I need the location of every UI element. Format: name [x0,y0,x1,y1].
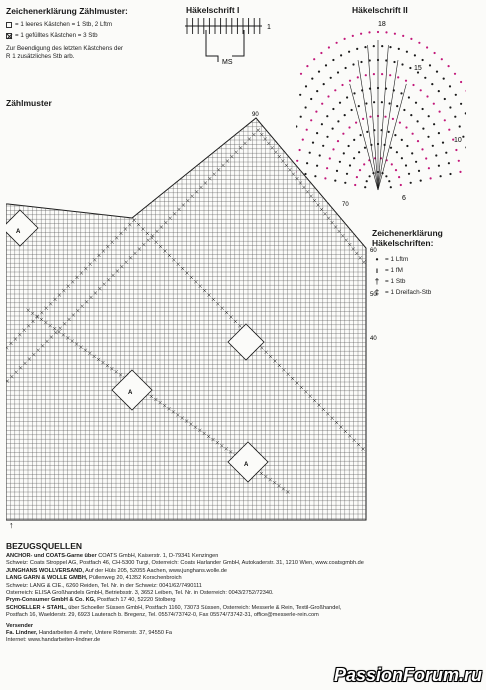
symbol-legend-title-2: Häkelschriften: [372,238,434,248]
hs2-stitch [438,90,440,92]
legend-note-1: Zur Beendigung des letzten Kästchens der [6,45,123,52]
hs2-stitch [460,103,462,105]
hs2-stitch [415,102,417,104]
hs2-stitch [377,31,379,33]
hs2-stitch [360,33,362,35]
hs2-stitch [428,167,430,169]
hs2-stitch [406,51,408,53]
hs2-stitch [438,132,440,134]
hs2-stitch [365,74,367,76]
hs1-label-1: 1 [267,24,271,31]
hs2-stitch [381,73,383,75]
source-line-text: Auf der Hüls 205, 52055 Aachen, www.junghans.wolle.de [83,567,227,574]
hs2-stitch [395,169,397,171]
count-row-50: 50 [370,292,377,298]
source-line-text: COATS GmbH, Kaiserstr. 1, D-79341 Kenzingen [96,553,219,559]
hs2-stitch [420,180,422,182]
source-line [6,590,482,597]
hs2-stitch [349,80,351,82]
hs2-stitch [401,139,403,141]
hs2-stitch [439,111,441,113]
hs2-row-15: 15 [414,65,422,72]
hs2-stitch [320,52,322,54]
source-line-bold: Fa. Lindner, [6,630,38,637]
hs2-stitch [410,182,412,184]
hs2-stitch [462,136,464,138]
hs2-stitch [455,94,457,96]
hs2-stitch [328,46,330,48]
hs2-stitch [424,77,426,79]
hs2-stitch [384,116,386,118]
sources-lines [6,553,482,620]
hs2-stitch [394,33,396,35]
hs2-stitch [299,94,301,96]
hs2-stitch [323,83,325,85]
symbol-legend [372,228,443,298]
hs2-stitch [466,90,467,92]
hs2-stitch [345,67,347,69]
hs2-stitch [318,71,320,73]
hs2-stitch [396,105,398,107]
hs2-stitch [406,145,408,147]
count-row-70: 70 [342,202,349,208]
hs2-stitch [348,51,350,53]
hs2-stitch [330,77,332,79]
hs2-stitch [422,59,424,61]
hs2-stitch [418,170,420,172]
hs2-stitch [356,48,358,50]
hs2-stitch [429,64,431,66]
hs2-stitch [449,85,451,87]
hs2-stitch [399,122,401,124]
source-line-text: Schweiz: Coats Stroppel AG, Postfach 46, CH-5300 Turgi, Österreich: Coats Harlander GmbH, Autokaderstr. 31, 1210 Wien, www.coatsgmbh.de [6,560,364,567]
hs2-stitch [325,64,327,66]
hs2-stitch [313,58,315,60]
hs2-stitch [411,152,413,154]
hs2-stitch [433,123,435,125]
hs2-stitch [417,140,419,142]
source-line-bold: Prym-Consumer GmbH & Co. KG, [6,597,96,604]
hs2-stitch [444,119,446,121]
hs2-stitch [381,45,383,47]
hs2-stitch [400,92,402,94]
symbol-label-dc: = 1 Stb [385,278,406,285]
count-row-60: 60 [370,248,377,254]
hs2-stitch [401,63,403,65]
hs2-stitch [392,118,394,120]
hs2-stitch [357,76,359,78]
symbol-row-chain [372,254,443,265]
hs2-stitch [402,35,404,37]
hs2-stitch [340,54,342,56]
hs2-stitch [390,147,392,149]
hs2-stitch [421,148,423,150]
legend-empty-row [6,20,123,29]
hs2-stitch [433,103,435,105]
hs2-stitch [405,126,407,128]
symbol-label-chain: = 1 Lftm [385,256,409,263]
source-line-text: Postfach 17 40, 52220 Stolberg [95,597,176,604]
hs2-stitch [364,46,366,48]
source-line [6,612,482,619]
diamond-label-a3: A [244,462,249,468]
legend-count-title: Zeichenerklärung Zählmuster: [6,6,128,16]
hs2-stitch [408,173,410,175]
empty-box-label: = 1 leeres Kästchen = 1 Stb, 2 Lftm [15,21,112,28]
source-line-bold: JUNGHANS WOLLVERSAND, [6,567,84,574]
filled-box-icon [6,33,12,39]
hs2-stitch [346,96,348,98]
source-line-text: Püllenweg 20, 41352 Korschenbroich [87,575,182,582]
hs2-stitch [352,35,354,37]
hs1-label-ms: MS [222,59,233,66]
hs2-stitch [341,84,343,86]
diamond-label-a2: A [128,390,133,396]
haekelschrift2-title: Häkelschrift II [352,5,408,15]
symbol-label-tc: = 1 Dreifach-Stb [385,289,432,296]
hs2-row-18: 18 [378,21,386,28]
filled-box-label: = 1 gefülltes Kästchen = 3 Stb [15,32,98,39]
double-crochet-icon: † [374,277,380,286]
hs2-stitch [360,61,362,63]
hs2-stitch [373,101,375,103]
hs2-stitch [412,84,414,86]
hs2-stitch [405,80,407,82]
hs2-stitch [435,154,437,156]
hs2-stitch [431,83,433,85]
hs2-stitch [332,59,334,61]
hs2-stitch [414,54,416,56]
hs2-stitch [327,95,329,97]
hs2-stitch [388,180,390,182]
diamond-label-a1: A [16,229,21,235]
hs2-stitch [405,164,407,166]
start-arrow-icon: ↑ [9,520,14,530]
slip-stitch-icon: ı [375,266,379,275]
versender-title: Versender [6,622,34,629]
source-line [6,605,482,612]
hs2-stitch [393,61,395,63]
hs2-stitch [398,176,400,178]
source-line [6,630,482,637]
hs2-stitch [455,149,457,151]
hs2-stitch [465,112,466,114]
symbol-row-tc [372,287,443,298]
hs2-stitch [334,89,336,91]
source-line [6,568,482,575]
hs2-stitch [430,177,432,179]
source-line [6,583,482,590]
hs2-stitch [422,108,424,110]
source-line-text: Internet: www.handarbeiten-lindner.de [6,637,101,644]
hs2-stitch [337,71,339,73]
hs2-stitch [390,186,392,188]
watermark: PassionForum.ru [333,665,482,685]
hs2-stitch [389,74,391,76]
hs2-stitch [410,114,412,116]
hs2-stitch [459,171,461,173]
hs2-stitch [316,90,318,92]
source-line-text: Schweiz: LANG & CIE., 6260 Reiden, Tel. Nr. in der Schweiz: 0041/62/7490111 [6,582,202,589]
hs2-stitch [442,142,444,144]
hs2-stitch [396,151,398,153]
source-line [6,553,482,560]
chart-diamond [6,210,38,246]
legend-filled-row [6,31,123,40]
count-row-40: 40 [370,336,377,342]
hs2-stitch [394,134,396,136]
hs2-stitch [445,152,447,154]
source-line-text: Österreich: ELISA Großhandels GmbH, Betriebsstr. 3, 3652 Leiben, Tel. Nr. in Österreich: 0043/2752/72340. [6,590,274,597]
hs2-stitch [432,145,434,147]
hs2-stitch [373,45,375,47]
hs2-stitch [412,133,414,135]
source-line [6,560,482,567]
hs2-stitch [444,98,446,100]
hs2-stitch [438,165,440,167]
hs2-stitch [306,65,308,67]
hs2-stitch [389,102,391,104]
haekelschrift1-title: Häkelschrift I [186,5,240,15]
hs2-stitch [385,31,387,33]
hs2-stitch [448,162,450,164]
hs2-stitch [409,67,411,69]
hs2-stitch [353,92,355,94]
hs2-stitch [460,81,462,83]
hs2-stitch [448,129,450,131]
triple-crochet-icon: ‡ [374,288,380,297]
hs2-stitch [321,103,323,105]
hs2-stitch [400,184,402,186]
hs2-stitch [454,73,456,75]
hs2-stitch [336,42,338,44]
source-line-bold: LANG GARN & WOLLE GMBH, [6,575,88,582]
hs2-stitch [448,65,450,67]
source-line-bold: ANCHOR- und COATS-Garne über [6,553,97,559]
hs2-stitch [398,48,400,50]
hs2-stitch [388,131,390,133]
hs2-stitch [344,38,346,40]
chart-diamond [228,324,264,360]
source-line [6,575,482,582]
hs2-stitch [465,146,466,148]
source-line-text: Postfach 16, Waelderstr. 29, 6923 Lauterach b. Bregenz, Tel. 05574/73742-0, Fax 05574/73742-31, office@messerle-rein.com [6,612,319,619]
count-row-90: 90 [252,112,259,118]
hs2-stitch [449,173,451,175]
hs2-stitch [428,115,430,117]
hs2-stitch [408,96,410,98]
hs2-stitch [389,46,391,48]
hs2-stitch [440,175,442,177]
source-line-text: über Schoeller Süssen GmbH, Postfach 1160, 73073 Süssen, Österreich: Messerle & Rein, Textil-Großhandel, [66,604,342,611]
hs2-stitch [415,161,417,163]
count-chart [6,108,380,538]
count-chart-title: Zählmuster [6,98,52,108]
hs2-stitch [458,160,460,162]
hs2-stitch [397,76,399,78]
hs2-stitch [385,175,387,177]
hs2-stitch [401,157,403,159]
sources-title: BEZUGSQUELLEN [6,541,83,551]
source-line-bold: SCHOELLER + STAHL, [6,604,67,611]
source-line [6,637,482,644]
legend-count [6,20,123,61]
hs2-stitch [459,125,461,127]
symbol-legend-title-1: Zeichenerklärung [372,228,443,238]
hs2-stitch [391,163,393,165]
symbol-row-slip [372,265,443,276]
chain-stitch-icon: • [375,255,379,264]
hs2-stitch [443,78,445,80]
hs2-stitch [352,63,354,65]
hs2-stitch [305,85,307,87]
symbol-label-slip: = 1 fM [385,267,403,274]
hs2-stitch [381,101,383,103]
hs2-row-6: 6 [402,195,406,202]
legend-note-2: R 1 zusätzliches Stb arb. [6,53,75,60]
hs2-stitch [426,46,428,48]
hs2-stitch [373,73,375,75]
source-line [6,597,482,604]
hs2-stitch [300,73,302,75]
chart-outline [6,118,366,520]
hs2-stitch [434,52,436,54]
hs2-stitch [425,157,427,159]
source-line-text: Handarbeiten & mehr, Untere Römerstr. 37, 94550 Fa [37,630,173,637]
hs2-stitch [420,89,422,91]
hs2-stitch [441,58,443,60]
hs2-stitch [403,109,405,111]
symbol-row-dc [372,276,443,287]
hs2-stitch [368,31,370,33]
haekelschrift1-diagram [182,16,282,68]
hs2-stitch [365,102,367,104]
hs2-stitch [310,98,312,100]
hs2-stitch [427,136,429,138]
hs2-stitch [422,128,424,130]
hs2-row-10: 10 [454,137,462,144]
hs2-stitch [418,42,420,44]
hs2-stitch [417,120,419,122]
hs2-stitch [454,116,456,118]
empty-box-icon [6,22,12,28]
hs2-stitch [311,78,313,80]
versender-lines [6,630,482,645]
hs2-stitch [410,38,412,40]
hs2-stitch [436,71,438,73]
hs2-stitch [339,102,341,104]
hs2-stitch [449,106,451,108]
hs2-stitch [358,105,360,107]
hs2-stitch [426,95,428,97]
